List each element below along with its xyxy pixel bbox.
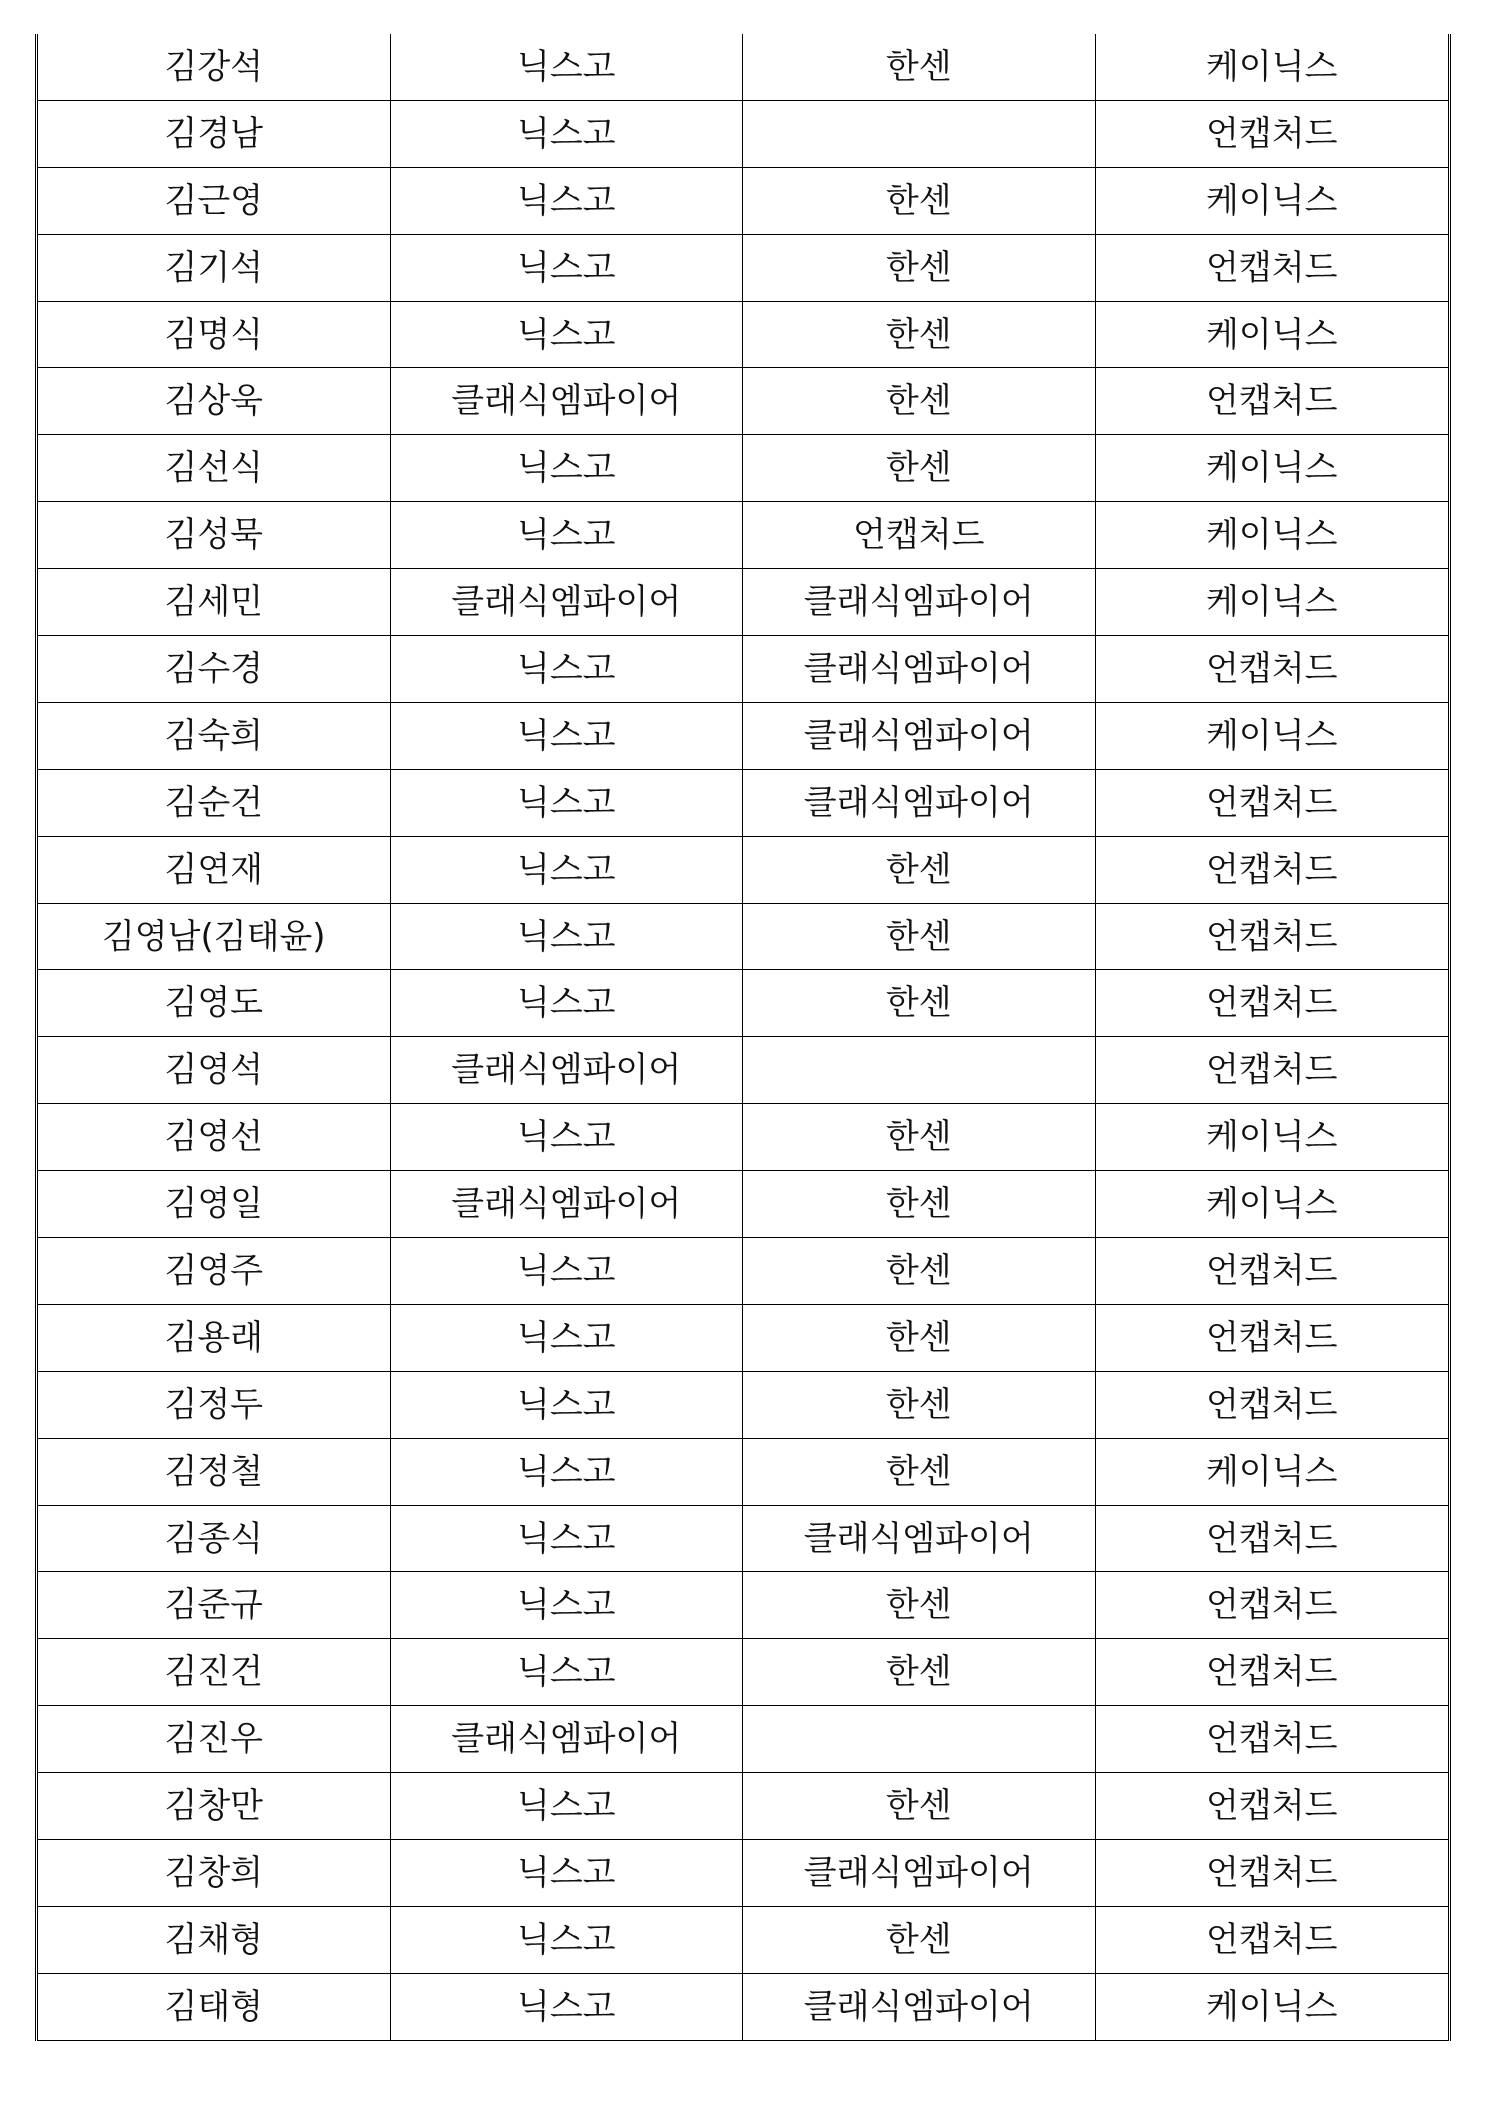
column-2-cell: 닉스고 [391, 1439, 744, 1505]
column-4-cell: 언캡처드 [1206, 1050, 1338, 1091]
column-4-cell: 케이닉스 [1206, 1184, 1338, 1225]
column-4-cell: 케이닉스 [1206, 582, 1338, 623]
column-4-cell: 언캡처드 [1206, 916, 1338, 957]
column-4-cell: 언캡처드 [1206, 1786, 1338, 1827]
column-3-cell: 한센 [743, 1171, 1096, 1237]
column-3-cell [743, 1706, 1096, 1772]
table-row [38, 1572, 1448, 1639]
column-3-cell: 한센 [743, 1907, 1096, 1973]
name-cell: 김진우 [38, 1706, 391, 1772]
table-row [38, 168, 1448, 235]
table-row [38, 1639, 1448, 1706]
column-4-cell: 케이닉스 [1206, 180, 1338, 221]
name-cell: 김용래 [38, 1305, 391, 1371]
name-cell: 김종식 [38, 1506, 391, 1572]
column-3-cell: 한센 [743, 1773, 1096, 1839]
column-2-cell: 닉스고 [391, 168, 744, 234]
column-2-cell: 클래식엠파이어 [391, 569, 744, 635]
name-cell: 김수경 [38, 636, 391, 702]
column-4-cell: 케이닉스 [1206, 1986, 1338, 2027]
column-2-cell: 클래식엠파이어 [391, 368, 744, 434]
name-cell: 김영도 [38, 970, 391, 1036]
name-cell: 김영석 [38, 1037, 391, 1103]
name-cell: 김강석 [38, 34, 391, 100]
table-row [38, 703, 1448, 770]
table-row [38, 368, 1448, 435]
column-2-cell: 닉스고 [391, 703, 744, 769]
column-2-cell: 닉스고 [391, 34, 744, 100]
column-3-cell: 한센 [743, 1104, 1096, 1170]
name-cell: 김창희 [38, 1840, 391, 1906]
column-4-cell: 언캡처드 [1206, 849, 1338, 890]
table-row [38, 1773, 1448, 1840]
column-2-cell: 닉스고 [391, 1104, 744, 1170]
name-cell: 김성묵 [38, 502, 391, 568]
column-3-cell [743, 101, 1096, 167]
column-2-cell: 닉스고 [391, 970, 744, 1036]
column-2-cell: 닉스고 [391, 636, 744, 702]
table-row [38, 1439, 1448, 1506]
column-3-cell: 한센 [743, 1439, 1096, 1505]
column-4-cell: 케이닉스 [1206, 515, 1338, 556]
table-row [38, 1840, 1448, 1907]
column-2-cell: 닉스고 [391, 1238, 744, 1304]
column-2-cell: 닉스고 [391, 837, 744, 903]
column-3-cell: 한센 [743, 1639, 1096, 1705]
column-2-cell: 닉스고 [391, 1974, 744, 2040]
column-2-cell: 닉스고 [391, 1639, 744, 1705]
column-2-cell: 닉스고 [391, 435, 744, 501]
column-4-cell: 언캡처드 [1206, 1518, 1338, 1559]
name-cell: 김근영 [38, 168, 391, 234]
name-cell: 김선식 [38, 435, 391, 501]
column-3-cell: 클래식엠파이어 [743, 1974, 1096, 2040]
column-2-cell: 닉스고 [391, 1907, 744, 1973]
name-cell: 김숙희 [38, 703, 391, 769]
column-2-cell: 닉스고 [391, 101, 744, 167]
column-2-cell: 닉스고 [391, 1572, 744, 1638]
table-row [38, 636, 1448, 703]
column-4-cell: 언캡처드 [1206, 381, 1338, 422]
column-2-cell: 클래식엠파이어 [391, 1171, 744, 1237]
column-3-cell: 클래식엠파이어 [743, 703, 1096, 769]
column-4-cell: 언캡처드 [1206, 782, 1338, 823]
name-cell: 김준규 [38, 1572, 391, 1638]
name-cell: 김연재 [38, 837, 391, 903]
table-row [38, 1104, 1448, 1171]
column-2-cell: 닉스고 [391, 904, 744, 970]
table-row [38, 1037, 1448, 1104]
column-4-cell: 케이닉스 [1206, 46, 1338, 87]
table-row [38, 302, 1448, 369]
column-2-cell: 닉스고 [391, 1840, 744, 1906]
name-cell: 김영남(김태윤) [38, 904, 391, 970]
column-4-cell: 케이닉스 [1206, 1117, 1338, 1158]
table-row [38, 435, 1448, 502]
column-2-cell: 닉스고 [391, 235, 744, 301]
name-cell: 김세민 [38, 569, 391, 635]
column-2-cell: 닉스고 [391, 302, 744, 368]
column-3-cell: 한센 [743, 34, 1096, 100]
column-3-cell: 한센 [743, 302, 1096, 368]
column-4-cell: 언캡처드 [1206, 1852, 1338, 1893]
column-3-cell [743, 1037, 1096, 1103]
column-4-cell: 케이닉스 [1206, 1451, 1338, 1492]
name-cell: 김진건 [38, 1639, 391, 1705]
column-4-cell: 언캡처드 [1206, 1384, 1338, 1425]
table-row [38, 1171, 1448, 1238]
column-3-cell: 한센 [743, 235, 1096, 301]
column-3-cell: 언캡처드 [743, 502, 1096, 568]
column-3-cell: 클래식엠파이어 [743, 1840, 1096, 1906]
name-cell: 김명식 [38, 302, 391, 368]
table-row [38, 34, 1448, 101]
table-row [38, 770, 1448, 837]
column-2-cell: 닉스고 [391, 1372, 744, 1438]
column-3-cell: 클래식엠파이어 [743, 636, 1096, 702]
name-cell: 김채형 [38, 1907, 391, 1973]
table-row [38, 1907, 1448, 1974]
name-table [35, 34, 1451, 2041]
column-4-cell: 케이닉스 [1206, 715, 1338, 756]
table-row [38, 837, 1448, 904]
column-2-cell: 닉스고 [391, 1506, 744, 1572]
name-cell: 김경남 [38, 101, 391, 167]
name-cell: 김정두 [38, 1372, 391, 1438]
column-4-cell: 케이닉스 [1206, 314, 1338, 355]
table-row [38, 569, 1448, 636]
column-2-cell: 닉스고 [391, 502, 744, 568]
table-row [38, 1372, 1448, 1439]
name-cell: 김영주 [38, 1238, 391, 1304]
column-4-cell: 케이닉스 [1206, 448, 1338, 489]
column-4-cell: 언캡처드 [1206, 247, 1338, 288]
name-cell: 김창만 [38, 1773, 391, 1839]
table-row [38, 970, 1448, 1037]
column-3-cell: 한센 [743, 970, 1096, 1036]
column-3-cell: 클래식엠파이어 [743, 569, 1096, 635]
column-4-cell: 언캡처드 [1206, 1250, 1338, 1291]
table-row [38, 1974, 1448, 2041]
column-4-cell: 언캡처드 [1206, 1317, 1338, 1358]
column-3-cell: 한센 [743, 168, 1096, 234]
column-4-cell: 언캡처드 [1206, 1652, 1338, 1693]
column-4-cell: 언캡처드 [1206, 648, 1338, 689]
column-3-cell: 한센 [743, 837, 1096, 903]
table-row [38, 235, 1448, 302]
column-4-cell: 언캡처드 [1206, 1919, 1338, 1960]
table-row [38, 904, 1448, 971]
table-row [38, 1506, 1448, 1573]
column-3-cell: 클래식엠파이어 [743, 770, 1096, 836]
table-row [38, 101, 1448, 168]
table-row [38, 1305, 1448, 1372]
column-3-cell: 한센 [743, 1305, 1096, 1371]
column-3-cell: 한센 [743, 1372, 1096, 1438]
column-4-cell: 언캡처드 [1206, 983, 1338, 1024]
name-cell: 김정철 [38, 1439, 391, 1505]
name-cell: 김영일 [38, 1171, 391, 1237]
table-row [38, 1706, 1448, 1773]
name-cell: 김영선 [38, 1104, 391, 1170]
column-4-cell: 언캡처드 [1206, 113, 1338, 154]
column-3-cell: 한센 [743, 904, 1096, 970]
name-cell: 김상욱 [38, 368, 391, 434]
column-2-cell: 클래식엠파이어 [391, 1706, 744, 1772]
column-2-cell: 닉스고 [391, 1305, 744, 1371]
column-4-cell: 언캡처드 [1206, 1719, 1338, 1760]
column-2-cell: 닉스고 [391, 1773, 744, 1839]
name-cell: 김태형 [38, 1974, 391, 2040]
column-3-cell: 클래식엠파이어 [743, 1506, 1096, 1572]
column-4-cell: 언캡처드 [1206, 1585, 1338, 1626]
column-3-cell: 한센 [743, 435, 1096, 501]
table-row [38, 1238, 1448, 1305]
column-2-cell: 닉스고 [391, 770, 744, 836]
column-2-cell: 클래식엠파이어 [391, 1037, 744, 1103]
column-3-cell: 한센 [743, 1572, 1096, 1638]
table-row [38, 502, 1448, 569]
column-3-cell: 한센 [743, 1238, 1096, 1304]
column-3-cell: 한센 [743, 368, 1096, 434]
name-cell: 김기석 [38, 235, 391, 301]
name-cell: 김순건 [38, 770, 391, 836]
